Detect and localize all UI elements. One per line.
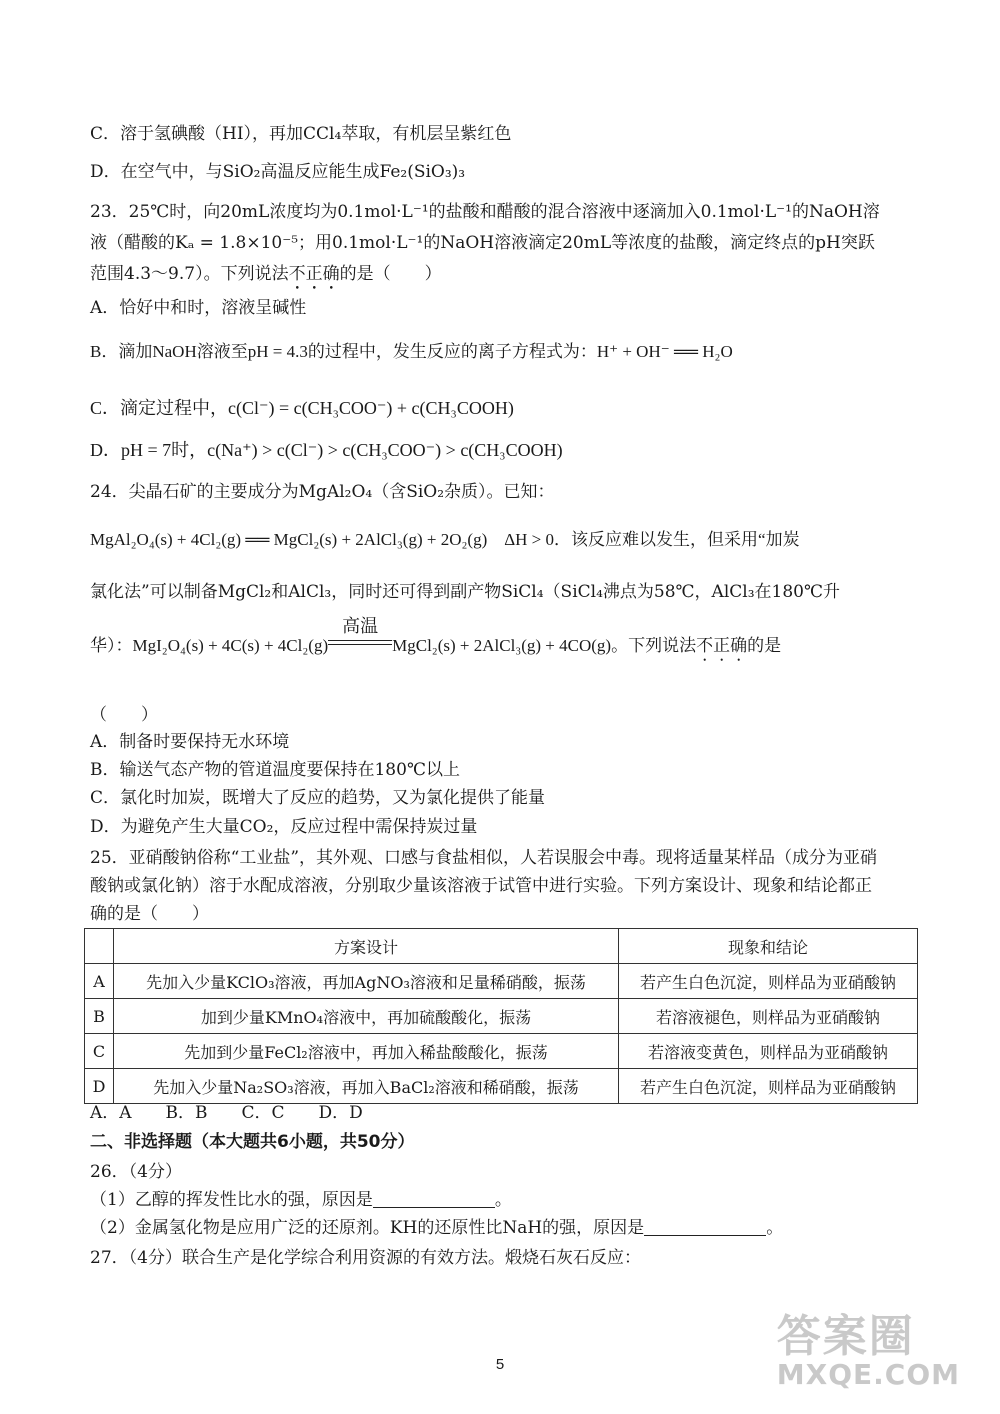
q24-products: MgCl₂(s) + 2AlCl₃(g) + 4CO(g)。下列说法 [392,636,697,655]
q26-part2 [90,1216,783,1240]
table-cell: 若产生白色沉淀，则样品为亚硝酸钠 [619,964,918,999]
reaction-arrow [328,616,392,648]
q24-answer-paren: （ ） [90,705,158,725]
table-header-cell: 现象和结论 [619,929,918,964]
q25-table [84,928,918,1104]
table-header-cell: 方案设计 [114,929,619,964]
table-row [85,1069,918,1104]
section-title: 二、非选择题（本大题共6小题，共50分） [90,1132,415,1152]
q25-stem-line1: 25．亚硝酸钠俗称“工业盐”，其外观、口感与食盐相似，人若误服会中毒。现将适量某样品（成分为亚硝 [90,848,878,868]
q24-stem-line1: 24．尖晶石矿的主要成分为MgAl₂O₄（含SiO₂杂质）。已知： [90,482,555,502]
page-number: 5 [495,1356,505,1373]
watermark-url: MXQE.COM [776,1358,960,1391]
table-row [85,999,918,1034]
q24-option-c: C．氯化时加炭，既增大了反应的趋势，又为氯化提供了能量 [90,788,546,808]
table-cell: 先加到少量FeCl₂溶液中，再加入稀盐酸酸化，振荡 [114,1034,619,1069]
table-row [85,964,918,999]
q23-stem-line3 [90,262,442,294]
q26-part2-end: 。 [766,1218,784,1238]
q23-option-a: A．恰好中和时，溶液呈碱性 [90,298,307,318]
q26-part2-text: （2）金属氢化物是应用广泛的还原剂。KH的还原性比NaH的强，原因是 [90,1218,645,1238]
q26-heading: 26．（4分） [90,1162,182,1182]
table-cell: 若产生白色沉淀，则样品为亚硝酸钠 [619,1069,918,1104]
q25-options: A．A B．B C．C D．D [90,1103,363,1123]
q23-option-b: B．滴加NaOH溶液至pH = 4.3的过程中，发生反应的离子方程式为：H⁺ + OH⁻ ══ H₂O [90,342,733,361]
q24-option-a: A．制备时要保持无水环境 [90,732,290,752]
q27-stem: 27．（4分）联合生产是化学综合利用资源的有效方法。煅烧石灰石反应： [90,1248,641,1268]
q24-option-b: B．输送气态产物的管道温度要保持在180℃以上 [90,760,460,780]
table-row [85,1034,918,1069]
q23-option-d: D．pH = 7时，c(Na⁺) > c(Cl⁻) > c(CH₃COO⁻) > c(CH₃COOH) [90,440,563,460]
q22-option-d: D．在空气中，与SiO₂高温反应能生成Fe₂(SiO₃)₃ [90,162,466,182]
table-cell: C [85,1034,114,1069]
table-cell: D [85,1069,114,1104]
answer-blank[interactable] [644,1219,766,1236]
q25-stem-line3: 确的是（ ） [90,904,209,924]
table-cell: 若溶液褪色，则样品为亚硝酸钠 [619,999,918,1034]
answer-blank[interactable] [373,1191,495,1208]
q24-stem-tail: 的是 [747,636,782,655]
q24-option-d: D．为避免产生大量CO₂，反应过程中需保持炭过量 [90,817,478,837]
watermark-text: 答案圈 [776,1311,915,1362]
emphasis-not-correct: 不正确 [288,264,340,284]
q24-reactants: 华）：MgI₂O₄(s) + 4C(s) + 4Cl₂(g) [90,636,329,655]
q26-part1 [90,1188,512,1212]
q23-stem-tail: 的是（ ） [339,264,442,284]
table-cell: A [85,964,114,999]
emphasis-not-correct: 不正确 [696,636,748,655]
table-cell: 加到少量KMnO₄溶液中，再加硫酸酸化，振荡 [114,999,619,1034]
q22-option-c: C．溶于氢碘酸（HI），再加CCl₄萃取，有机层呈紫红色 [90,124,512,144]
q24-equation-1: MgAl₂O₄(s) + 4Cl₂(g) ══ MgCl₂(s) + 2AlCl₃(g) + 2O₂(g) ΔH > 0．该反应难以发生，但采用“加炭 [90,530,800,549]
q23-option-c: C．滴定过程中，c(Cl⁻) = c(CH₃COO⁻) + c(CH₃COOH) [90,398,514,418]
table-header-cell [85,929,114,964]
table-cell: 先加入少量Na₂SO₃溶液，再加入BaCl₂溶液和稀硝酸，振荡 [114,1069,619,1104]
table-header-row [85,929,918,964]
q24-stem-line3: 氯化法”可以制备MgCl₂和AlCl₃，同时还可得到副产物SiCl₄（SiCl₄沸点为58℃，AlCl₃在180℃升 [90,582,840,602]
table-cell: 先加入少量KClO₃溶液，再加AgNO₃溶液和足量稀硝酸，振荡 [114,964,619,999]
watermark-logo [777,1300,960,1391]
q23-stem-line2: 液（醋酸的Kₐ = 1.8×10⁻⁵；用0.1mol·L⁻¹的NaOH溶液滴定20mL等浓度的盐酸，滴定终点的pH突跃 [90,233,875,253]
q26-part1-end: 。 [494,1190,512,1210]
q25-stem-line2: 酸钠或氯化钠）溶于水配成溶液，分别取少量该溶液于试管中进行实验。下列方案设计、现象和结论都正 [90,876,872,896]
reaction-condition: 高温 [342,616,379,636]
table-cell: B [85,999,114,1034]
q23-stem-line1: 23．25℃时，向20mL浓度均为0.1mol·L⁻¹的盐酸和醋酸的混合溶液中逐滴加入0.1mol·L⁻¹的NaOH溶 [90,202,880,222]
q24-equation-2 [90,616,782,665]
q26-part1-text: （1）乙醇的挥发性比水的强，原因是 [90,1190,373,1210]
table-cell: 若溶液变黄色，则样品为亚硝酸钠 [619,1034,918,1069]
q23-stem-text: 范围4.3～9.7）。下列说法 [90,264,289,284]
